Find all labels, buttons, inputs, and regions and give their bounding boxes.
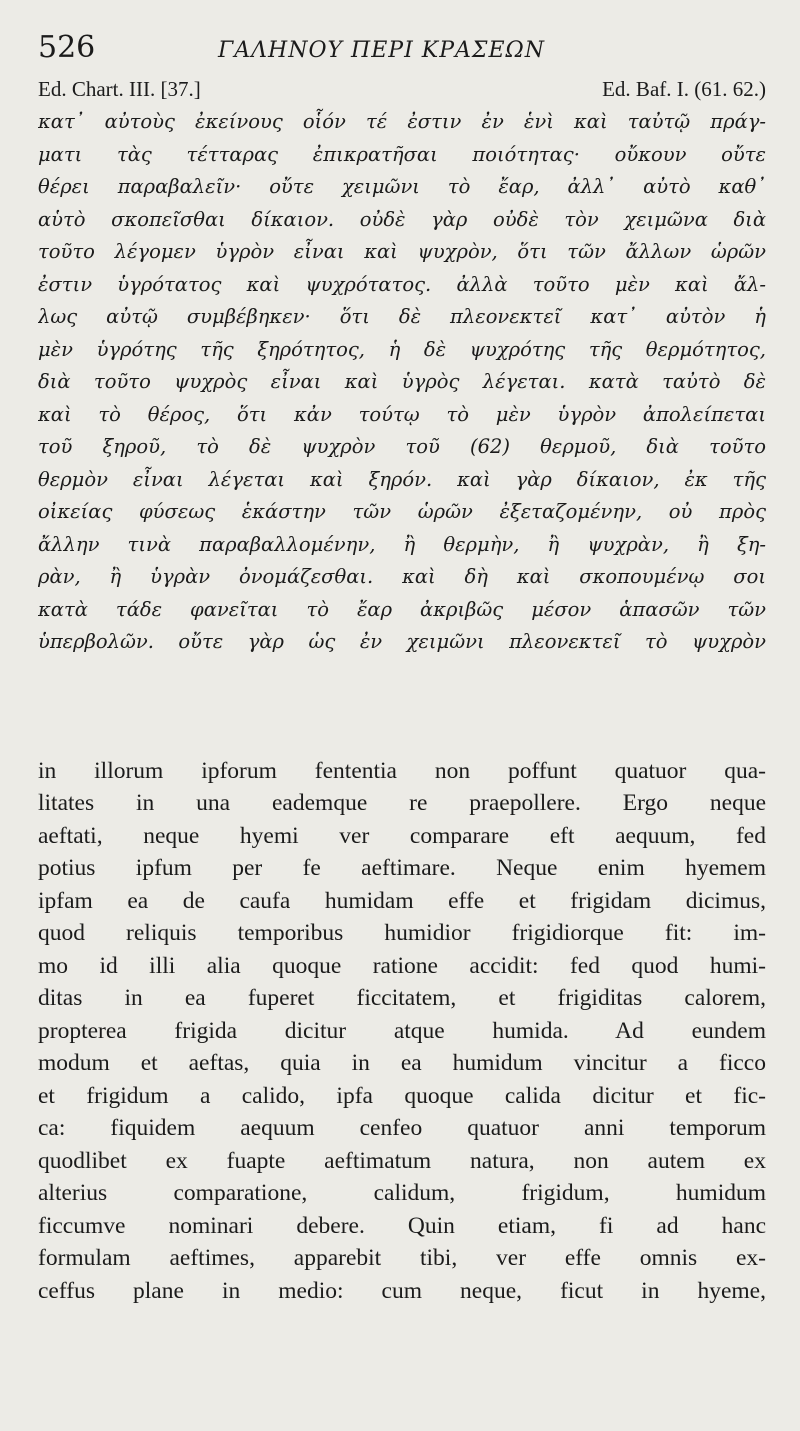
latin-line: potius ipfum per fe aeftimare. Neque enim hyemem — [38, 855, 766, 881]
running-title: ΓΑΛΗΝΟΥ ΠΕΡΙ ΚΡΑΣΕΩΝ — [218, 38, 545, 63]
edition-reference-left: Ed. Chart. III. [37.] — [38, 77, 201, 101]
greek-line: λως αὐτῷ συμβέβηκεν· ὅτι δὲ πλεονεκτεῖ κατ᾽ αὐτὸν ἡ — [38, 305, 766, 328]
edition-references — [38, 72, 766, 106]
latin-line: in illorum ipforum fententia non poffunt quatuor qua- — [38, 757, 766, 784]
greek-line: ὑπερβολῶν. οὔτε γὰρ ὡς ἐν χειμῶνι πλεονεκτεῖ τὸ ψυχρὸν — [38, 630, 766, 653]
latin-line: quod reliquis temporibus humidior frigidiorque fit: im- — [38, 920, 766, 946]
latin-line: litates in una eademque re praepollere. Ergo neque — [38, 790, 766, 816]
edition-reference-right: Ed. Baf. I. (61. 62.) — [602, 77, 766, 101]
latin-line: ceffus plane in medio: cum neque, ficut in hyeme, — [38, 1277, 766, 1304]
greek-line: ἐστιν ὑγρότατος καὶ ψυχρότατος. ἀλλὰ τοῦτο μὲν καὶ ἄλ- — [38, 272, 766, 296]
greek-line: διὰ τοῦτο ψυχρὸς εἶναι καὶ ὑγρὸς λέγεται. κατὰ ταὐτὸ δὲ — [38, 370, 766, 393]
latin-line: ditas in ea fuperet ficcitatem, et frigiditas calorem, — [38, 985, 766, 1011]
latin-line: propterea frigida dicitur atque humida. Ad eundem — [38, 1017, 766, 1044]
latin-line: ipfam ea de caufa humidam effe et frigidam dicimus, — [38, 887, 766, 914]
greek-line: ρὰν, ἢ ὑγρὰν ὀνομάζεσθαι. καὶ δὴ καὶ σκοπουμένῳ σοι — [38, 565, 766, 588]
greek-line: αὑτὸ σκοπεῖσθαι δίκαιον. οὐδὲ γὰρ οὐδὲ τὸν χειμῶνα διὰ — [38, 207, 766, 231]
latin-line: modum et aeftas, quia in ea humidum vincitur a ficco — [38, 1050, 766, 1076]
latin-line: ca: fiquidem aequum cenfeo quatuor anni temporum — [38, 1115, 766, 1141]
latin-line: quodlibet ex fuapte aeftimatum natura, non autem ex — [38, 1147, 766, 1174]
greek-line: καὶ τὸ θέρος, ὅτι κἀν τούτῳ τὸ μὲν ὑγρὸν ἀπολείπεται — [38, 402, 766, 426]
running-head — [38, 24, 766, 72]
latin-line: alterius comparatione, calidum, frigidum, humidum — [38, 1180, 766, 1206]
greek-line: τοῦτο λέγομεν ὑγρὸν εἶναι καὶ ψυχρὸν, ὅτι τῶν ἄλλων ὡρῶν — [38, 240, 766, 263]
greek-line: θερμὸν εἶναι λέγεται καὶ ξηρόν. καὶ γὰρ δίκαιον, ἐκ τῆς — [38, 467, 766, 491]
greek-line: ἄλλην τινὰ παραβαλλομένην, ἢ θερμὴν, ἢ ψυχρὰν, ἢ ξη- — [38, 532, 766, 556]
greek-line: κατ᾽ αὐτοὺς ἐκείνους οἷόν τέ ἐστιν ἐν ἑνὶ καὶ ταὐτῷ πράγ- — [38, 110, 766, 133]
page-number: 526 — [38, 30, 96, 65]
latin-line: mo id illi alia quoque ratione accidit: fed quod humi- — [38, 952, 766, 979]
latin-line: ficcumve nominari debere. Quin etiam, fi ad hanc — [38, 1212, 766, 1239]
greek-text-block — [38, 106, 766, 659]
greek-line: ματι τὰς τέτταρας ἐπικρατῆσαι ποιότητας· οὔκουν οὔτε — [38, 142, 766, 166]
latin-text-block — [38, 755, 766, 1308]
latin-line: aeftati, neque hyemi ver comparare eft aequum, fed — [38, 822, 766, 849]
latin-line: formulam aeftimes, apparebit tibi, ver effe omnis ex- — [38, 1245, 766, 1271]
greek-line: θέρει παραβαλεῖν· οὔτε χειμῶνι τὸ ἔαρ, ἀλλ᾽ αὐτὸ καθ᾽ — [38, 175, 766, 198]
greek-line: κατὰ τάδε φανεῖται τὸ ἔαρ ἀκριβῶς μέσον ἁπασῶν τῶν — [38, 597, 766, 621]
latin-line: et frigidum a calido, ipfa quoque calida dicitur et fic- — [38, 1082, 766, 1109]
greek-line: οἰκείας φύσεως ἑκάστην τῶν ὡρῶν ἐξεταζομένην, οὐ πρὸς — [38, 500, 766, 523]
greek-line: τοῦ ξηροῦ, τὸ δὲ ψυχρὸν τοῦ (62) θερμοῦ, διὰ τοῦτο — [38, 435, 766, 458]
greek-line: μὲν ὑγρότης τῆς ξηρότητος, ἡ δὲ ψυχρότης τῆς θερμότητος, — [38, 337, 766, 361]
